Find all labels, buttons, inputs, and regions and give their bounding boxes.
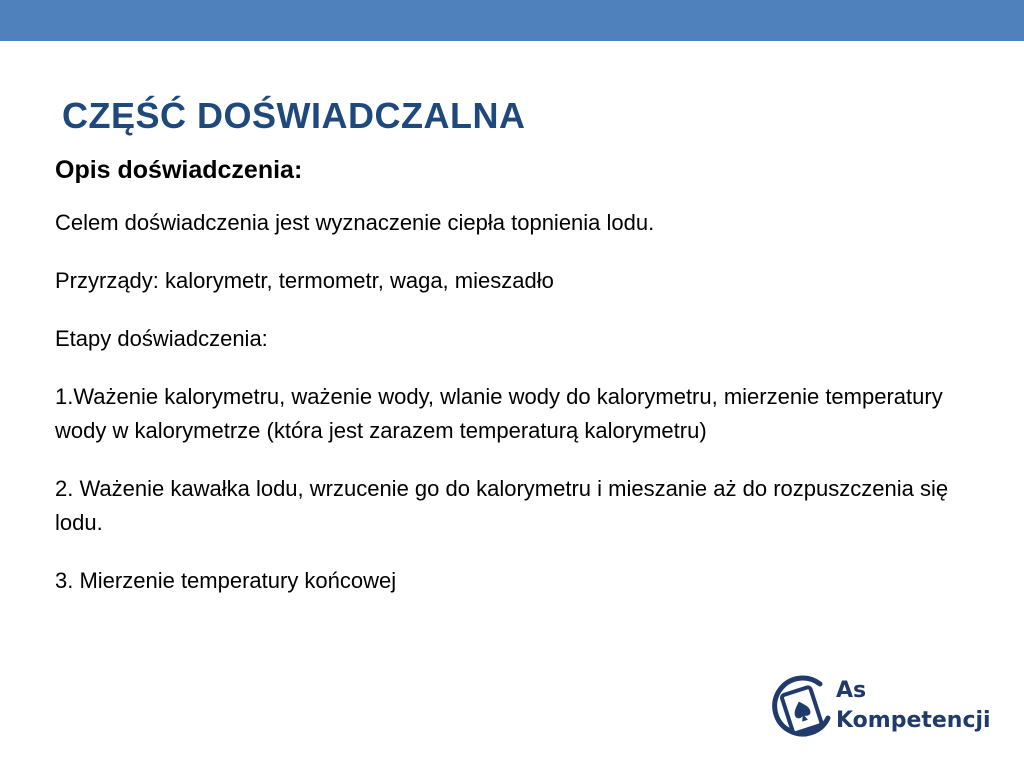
paragraph-goal: Celem doświadczenia jest wyznaczenie ciepła topnienia lodu. [55,210,655,235]
paragraph-instruments: Przyrządy: kalorymetr, termometr, waga, mieszadło [55,268,554,293]
slide-body [55,152,975,622]
paragraph-stages-heading: Etapy doświadczenia: [55,326,268,351]
top-accent-bar [0,0,1024,41]
slide-title: CZĘŚĆ DOŚWIADCZALNA [62,95,526,136]
logo-wordmark [836,676,991,736]
logo [768,670,998,745]
paragraph-step-2: 2. Ważenie kawałka lodu, wrzucenie go do kalorymetru i mieszanie aż do rozpuszczenia się lodu. [55,476,949,535]
section-subtitle: Opis doświadczenia: [55,156,303,184]
paragraph-step-3: 3. Mierzenie temperatury końcowej [55,568,397,593]
paragraph-step-1: 1.Ważenie kalorymetru, ważenie wody, wlanie wody do kalorymetru, mierzenie temperatury wody w kalorymetrze (która jest zarazem temperaturą kalorymetru) [55,384,943,443]
logo-line-1: As [836,678,867,703]
logo-line-2: Kompetencji [836,708,991,733]
spade-card-icon [768,670,836,745]
